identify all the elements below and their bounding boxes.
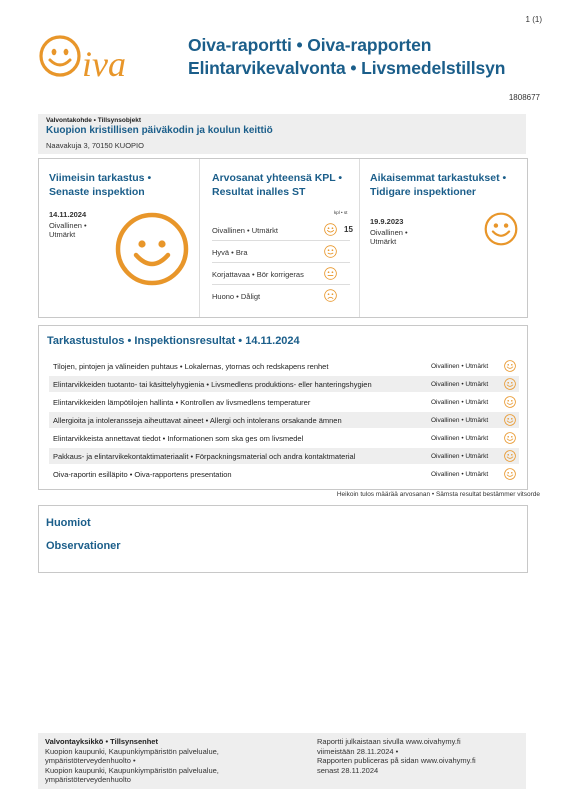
title-line-2: Elintarvikevalvonta • Livsmedelstillsyn	[188, 58, 506, 78]
summary-panel	[38, 158, 528, 318]
grade-label: Oivallinen • Utmärkt	[212, 226, 278, 235]
result-row	[49, 394, 519, 410]
page-number: 1 (1)	[525, 15, 542, 24]
latest-title-line-1: Viimeisin tarkastus •	[49, 172, 152, 184]
results-title: Tarkastustulos • Inspektionsresultat • 14.11.2024	[47, 335, 300, 347]
smiley-excellent-icon	[484, 212, 518, 246]
result-grade: Oivallinen • Utmärkt	[431, 452, 489, 460]
smiley-excellent-icon	[504, 432, 516, 444]
smiley-excellent-icon	[504, 414, 516, 426]
publication-info	[317, 737, 517, 775]
previous-grade-line-1: Oivallinen •	[370, 228, 408, 237]
supervision-unit	[45, 737, 275, 785]
grades-title-line-1: Arvosanat yhteensä KPL •	[212, 172, 343, 184]
observations-panel	[38, 505, 528, 573]
oiva-logo	[36, 30, 172, 82]
publication-line: Raportti julkaistaan sivulla www.oivahymy.fi	[317, 737, 461, 746]
observations-title-fi: Huomiot	[46, 517, 91, 529]
smiley-excellent-icon	[504, 396, 516, 408]
inspection-results-panel	[38, 325, 528, 490]
result-row	[49, 412, 519, 428]
grades-summary	[199, 159, 360, 317]
smiley-excellent-icon	[324, 223, 337, 236]
result-row	[49, 448, 519, 464]
facility-name: Kuopion kristillisen päiväkodin ja koulun keittiö	[46, 125, 273, 136]
smiley-good-icon	[324, 245, 337, 258]
smiley-fix-icon	[324, 267, 337, 280]
result-grade: Oivallinen • Utmärkt	[431, 380, 489, 388]
latest-grade-line-2: Utmärkt	[49, 230, 76, 239]
results-note: Heikoin tulos määrää arvosanan • Sämsta resultat bestämmer vitsorde	[336, 491, 540, 498]
smiley-excellent-icon	[504, 378, 516, 390]
latest-title	[49, 171, 151, 199]
previous-inspections	[359, 159, 528, 317]
grade-count: 15	[344, 225, 353, 234]
smiley-excellent-icon	[114, 211, 190, 287]
facility-label: Valvontakohde • Tillsynsobjekt	[46, 117, 141, 124]
smiley-excellent-icon	[504, 468, 516, 480]
publication-line: viimeistään 28.11.2024 •	[317, 746, 399, 756]
publication-line: Rapporten publiceras på sidan www.oivahymy.fi	[317, 756, 476, 765]
supervision-unit-line: Kuopion kaupunki, Kaupunkiympäristön palvelualue,	[45, 746, 219, 756]
report-title	[188, 34, 505, 80]
result-grade: Oivallinen • Utmärkt	[431, 362, 489, 370]
publication-line: senast 28.11.2024	[317, 765, 379, 775]
supervision-unit-line: ympäristöterveydenhuolto	[45, 775, 131, 784]
result-row	[49, 376, 519, 392]
previous-grade-line-2: Utmärkt	[370, 237, 397, 246]
previous-date: 19.9.2023	[370, 217, 404, 226]
result-grade: Oivallinen • Utmärkt	[431, 416, 489, 424]
grade-row-excellent	[212, 219, 353, 241]
smiley-excellent-icon	[504, 360, 516, 372]
result-grade: Oivallinen • Utmärkt	[431, 470, 489, 478]
result-grade: Oivallinen • Utmärkt	[431, 398, 489, 406]
grade-label: Hyvä • Bra	[212, 248, 248, 257]
grade-row-fix	[212, 263, 350, 285]
latest-title-line-2: Senaste inspektion	[49, 186, 145, 198]
result-row	[49, 358, 519, 374]
grades-title-line-2: Resultat inalles ST	[212, 186, 306, 198]
result-topic: Oiva-raportin esilläpito • Oiva-rapportens presentation	[53, 470, 232, 479]
latest-inspection	[39, 159, 199, 317]
facility-panel	[38, 114, 526, 154]
supervision-unit-line: Kuopion kaupunki, Kaupunkiympäristön palvelualue,	[45, 765, 219, 775]
result-topic: Tilojen, pintojen ja välineiden puhtaus • Lokalernas, ytornas och redskapens renhet	[53, 362, 329, 371]
previous-title-line-1: Aikaisemmat tarkastukset •	[370, 172, 507, 184]
grade-label: Korjattavaa • Bör korrigeras	[212, 270, 304, 279]
previous-title	[370, 171, 506, 199]
grade-row-good	[212, 241, 350, 263]
logo-smiley-o	[41, 37, 79, 75]
result-row	[49, 430, 519, 446]
report-id: 1808677	[508, 93, 540, 102]
previous-title-line-2: Tidigare inspektioner	[370, 186, 476, 198]
result-topic: Allergioita ja intoleransseja aiheuttavat aineet • Allergi och intolerans orsakande ämnen	[53, 416, 342, 425]
latest-grade-line-1: Oivallinen •	[49, 221, 87, 230]
grade-label: Huono • Dåligt	[212, 292, 261, 301]
grade-row-poor	[212, 285, 350, 306]
observations-title-sv: Observationer	[46, 540, 121, 552]
smiley-poor-icon	[324, 289, 337, 302]
logo-wordmark: iva	[82, 44, 126, 82]
latest-date: 14.11.2024	[49, 210, 87, 219]
footer-panel	[38, 733, 526, 789]
result-topic: Elintarvikkeista annettavat tiedot • Informationen som ska ges om livsmedel	[53, 434, 304, 443]
facility-address: Naavakuja 3, 70150 KUOPIO	[46, 141, 144, 150]
result-topic: Elintarvikkeiden lämpötilojen hallinta • Kontrollen av livsmedlens temperaturer	[53, 398, 311, 407]
smiley-excellent-icon	[504, 450, 516, 462]
supervision-unit-title: Valvontayksikkö • Tillsynsenhet	[45, 737, 158, 746]
count-header: kpl • st	[334, 210, 348, 215]
result-topic: Pakkaus- ja elintarvikekontaktimateriaalit • Förpackningsmaterial och andra kontaktmaterial	[53, 452, 356, 461]
grades-title	[212, 171, 342, 199]
result-grade: Oivallinen • Utmärkt	[431, 434, 489, 442]
result-topic: Elintarvikkeiden tuotanto- tai käsittelyhygienia • Livsmedlens produktions- eller hanteringshygien	[53, 380, 372, 389]
title-line-1: Oiva-raportti • Oiva-rapporten	[188, 35, 432, 55]
result-row	[49, 466, 519, 482]
supervision-unit-line: ympäristöterveydenhuolto •	[45, 756, 136, 765]
